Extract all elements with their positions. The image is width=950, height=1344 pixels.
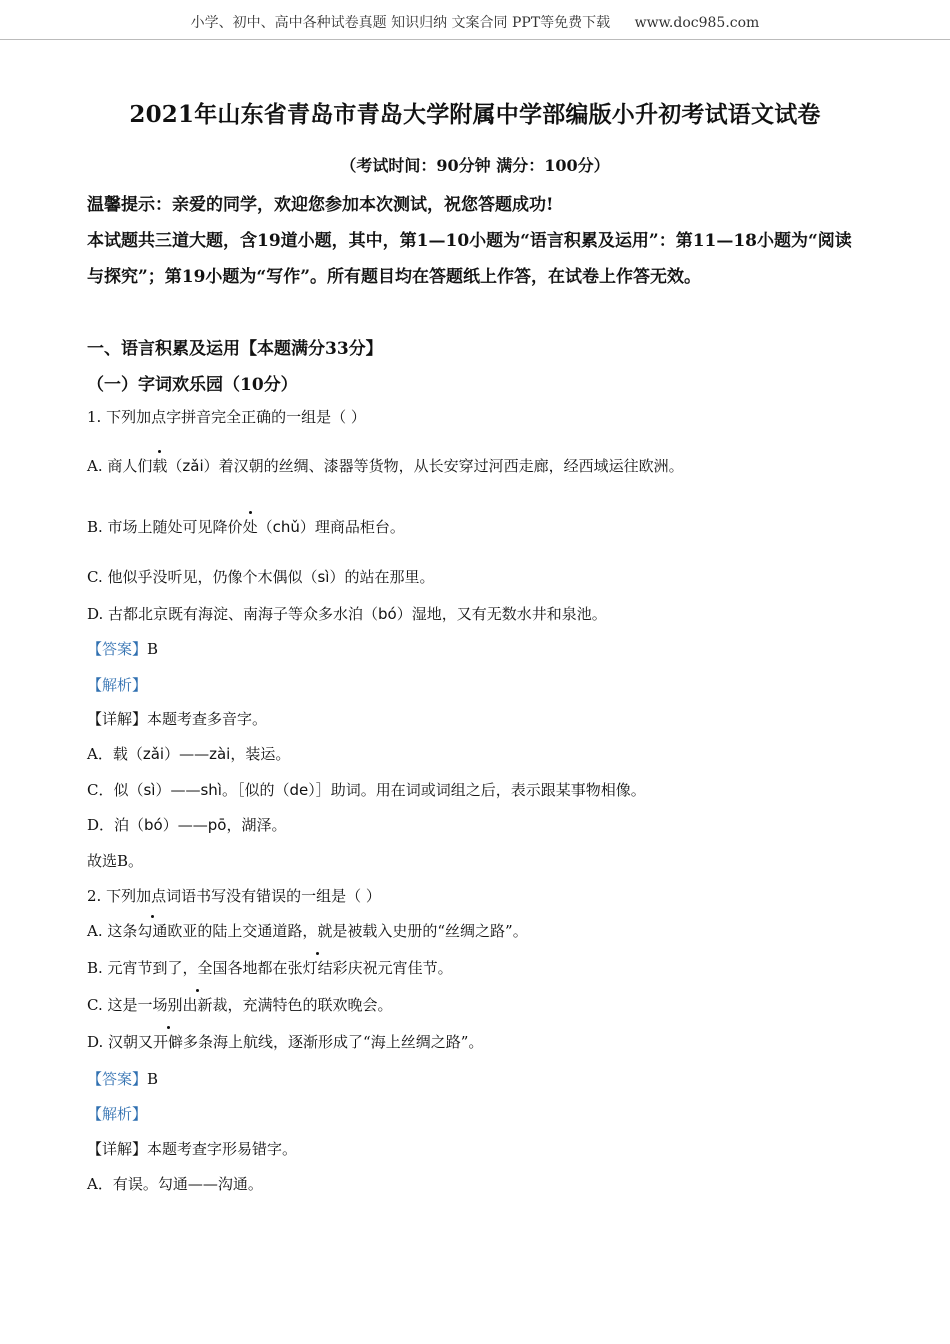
q2-analysis-tag: 【解析】	[87, 1105, 148, 1123]
notice-greeting: 温馨提示：亲爱的同学，欢迎您参加本次测试，祝您答题成功!	[87, 195, 554, 215]
answer-tag: 【答案】	[87, 1070, 148, 1088]
q2-option-d: D. 汉朝又开僻多条海上航线，逐渐形成了“海上丝绸之路”。	[87, 1033, 484, 1051]
q1-option-c: C. 他似乎没听见，仍像个木偶似（sì）的站在那里。	[87, 568, 435, 586]
q2-option-a: A. 这条勾通欧亚的陆上交通道路，就是被载入史册的“丝绸之路”。	[87, 922, 528, 940]
q1-explain-a: A．载（zǎi）——zài，装运。	[87, 745, 291, 763]
q2-option-c: C. 这是一场别出新裁，充满特色的联欢晚会。	[87, 996, 393, 1014]
answer-value: B	[147, 1070, 159, 1088]
q1-option-a: A. 商人们载（zǎi）着汉朝的丝绸、漆器等货物，从长安穿过河西走廊，经西域运往欧洲。	[87, 457, 684, 475]
answer-tag: 【答案】	[87, 640, 148, 658]
notice-block	[87, 187, 867, 295]
dotted-word: 别出新裁	[167, 996, 228, 1014]
header-url[interactable]: www.doc985.com	[634, 15, 760, 31]
dotted-word: 开僻	[153, 1033, 184, 1051]
dotted-char: 载	[152, 457, 168, 475]
section1-heading: 一、语言积累及运用【本题满分33分】	[87, 339, 383, 359]
q1-analysis-tag: 【解析】	[87, 676, 148, 694]
q1-option-b: B. 市场上随处可见降价处（chǔ）理商品柜台。	[87, 518, 405, 536]
q2-answer	[87, 1068, 158, 1089]
exam-subtitle: （考试时间：90分钟 满分：100分）	[340, 156, 610, 175]
answer-value: B	[147, 640, 159, 658]
q1-conclusion: 故选B。	[87, 852, 144, 870]
q2-detail: 【详解】本题考查字形易错字。	[87, 1140, 298, 1158]
part1-heading: （一）字词欢乐园（10分）	[87, 375, 298, 395]
q1-option-d: D. 古都北京既有海淀、南海子等众多水泊（bó）湿地，又有无数水井和泉池。	[87, 605, 607, 623]
q2-option-b: B. 元宵节到了，全国各地都在张灯结彩庆祝元宵佳节。	[87, 959, 453, 977]
q1-detail: 【详解】本题考查多音字。	[87, 710, 268, 728]
q2-stem: 2. 下列加点词语书写没有错误的一组是（ ）	[87, 887, 381, 905]
dotted-char: 处	[242, 518, 258, 536]
exam-title: 2021年山东省青岛市青岛大学附属中学部编版小升初考试语文试卷	[129, 101, 821, 128]
notice-instructions: 本试题共三道大题，含19道小题，其中，第1—10小题为“语言积累及运用”：第11—18小题为“阅读与探究”；第19小题为“写作”。所有题目均在答题纸上作答，在试卷上作答无效。	[87, 231, 852, 287]
q1-answer	[87, 638, 158, 659]
dotted-word: 张灯结彩	[287, 959, 348, 977]
q1-stem: 1. 下列加点字拼音完全正确的一组是（ ）	[87, 408, 366, 426]
site-header	[0, 12, 950, 32]
dotted-word: 勾通	[137, 922, 168, 940]
q1-explain-c: C．似（sì）——shì。［似的（de）］助词。用在词或词组之后，表示跟某事物相像。	[87, 781, 646, 799]
q1-explain-d: D．泊（bó）——pō，湖泽。	[87, 816, 287, 834]
header-tagline: 小学、初中、高中各种试卷真题 知识归纳 文案合同 PPT等免费下载	[190, 15, 611, 31]
q2-explain-a: A．有误。勾通——沟通。	[87, 1175, 263, 1193]
header-divider	[0, 39, 950, 40]
